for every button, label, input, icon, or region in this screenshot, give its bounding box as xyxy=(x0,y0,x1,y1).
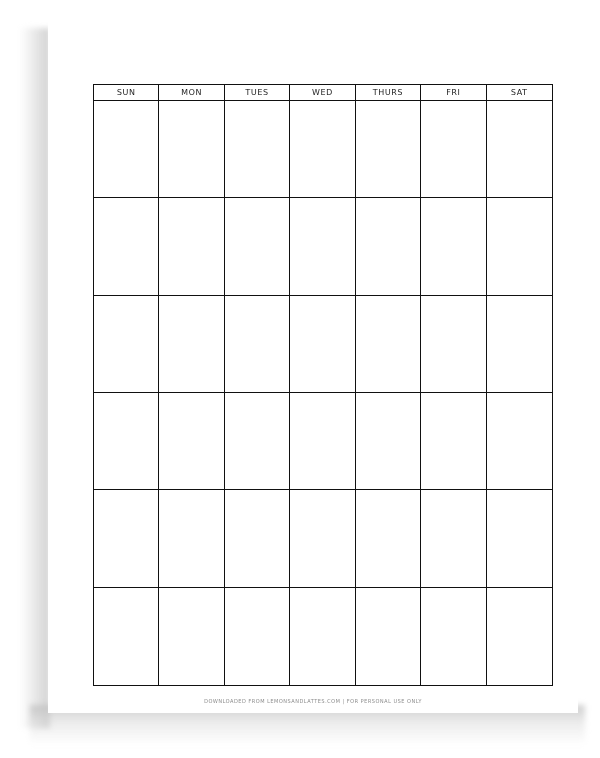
day-cell xyxy=(159,198,224,295)
day-header-fri: FRI xyxy=(421,85,486,101)
calendar-sheet xyxy=(48,16,578,713)
day-cell xyxy=(487,588,552,685)
day-cell xyxy=(94,198,159,295)
day-cell xyxy=(421,490,486,587)
day-cell xyxy=(421,296,486,393)
day-cell xyxy=(225,490,290,587)
day-header-mon: MON xyxy=(159,85,224,101)
day-cell xyxy=(356,101,421,198)
day-cell xyxy=(290,296,355,393)
day-header-sun: SUN xyxy=(94,85,159,101)
day-cell xyxy=(290,588,355,685)
day-cell xyxy=(421,198,486,295)
day-cell xyxy=(94,296,159,393)
day-cell xyxy=(356,198,421,295)
day-header-tues: TUES xyxy=(225,85,290,101)
day-cell xyxy=(225,101,290,198)
day-cell xyxy=(487,198,552,295)
day-cell xyxy=(94,588,159,685)
day-cell xyxy=(94,101,159,198)
day-cell xyxy=(159,101,224,198)
day-cell xyxy=(94,490,159,587)
day-cell xyxy=(159,393,224,490)
day-header-wed: WED xyxy=(290,85,355,101)
day-cell xyxy=(225,198,290,295)
day-cell xyxy=(487,393,552,490)
day-cell xyxy=(421,588,486,685)
day-cell xyxy=(487,101,552,198)
day-cell xyxy=(290,198,355,295)
day-cell xyxy=(421,393,486,490)
day-cell xyxy=(356,296,421,393)
day-cell xyxy=(290,490,355,587)
calendar-grid xyxy=(93,84,553,686)
footer-credit: DOWNLOADED FROM LEMONSANDLATTES.COM | FOR PERSONAL USE ONLY xyxy=(204,699,422,705)
day-cell xyxy=(290,393,355,490)
day-cell xyxy=(159,296,224,393)
sheet-shadow-left xyxy=(20,28,50,728)
day-cell xyxy=(159,490,224,587)
day-cell xyxy=(421,101,486,198)
day-cell xyxy=(487,296,552,393)
day-cell xyxy=(356,393,421,490)
day-cell xyxy=(225,588,290,685)
day-cell xyxy=(487,490,552,587)
day-cell xyxy=(225,296,290,393)
day-cell xyxy=(356,490,421,587)
day-cell xyxy=(159,588,224,685)
day-header-thurs: THURS xyxy=(356,85,421,101)
day-cell xyxy=(94,393,159,490)
day-header-sat: SAT xyxy=(487,85,552,101)
day-cell xyxy=(356,588,421,685)
day-cell xyxy=(290,101,355,198)
day-cell xyxy=(225,393,290,490)
